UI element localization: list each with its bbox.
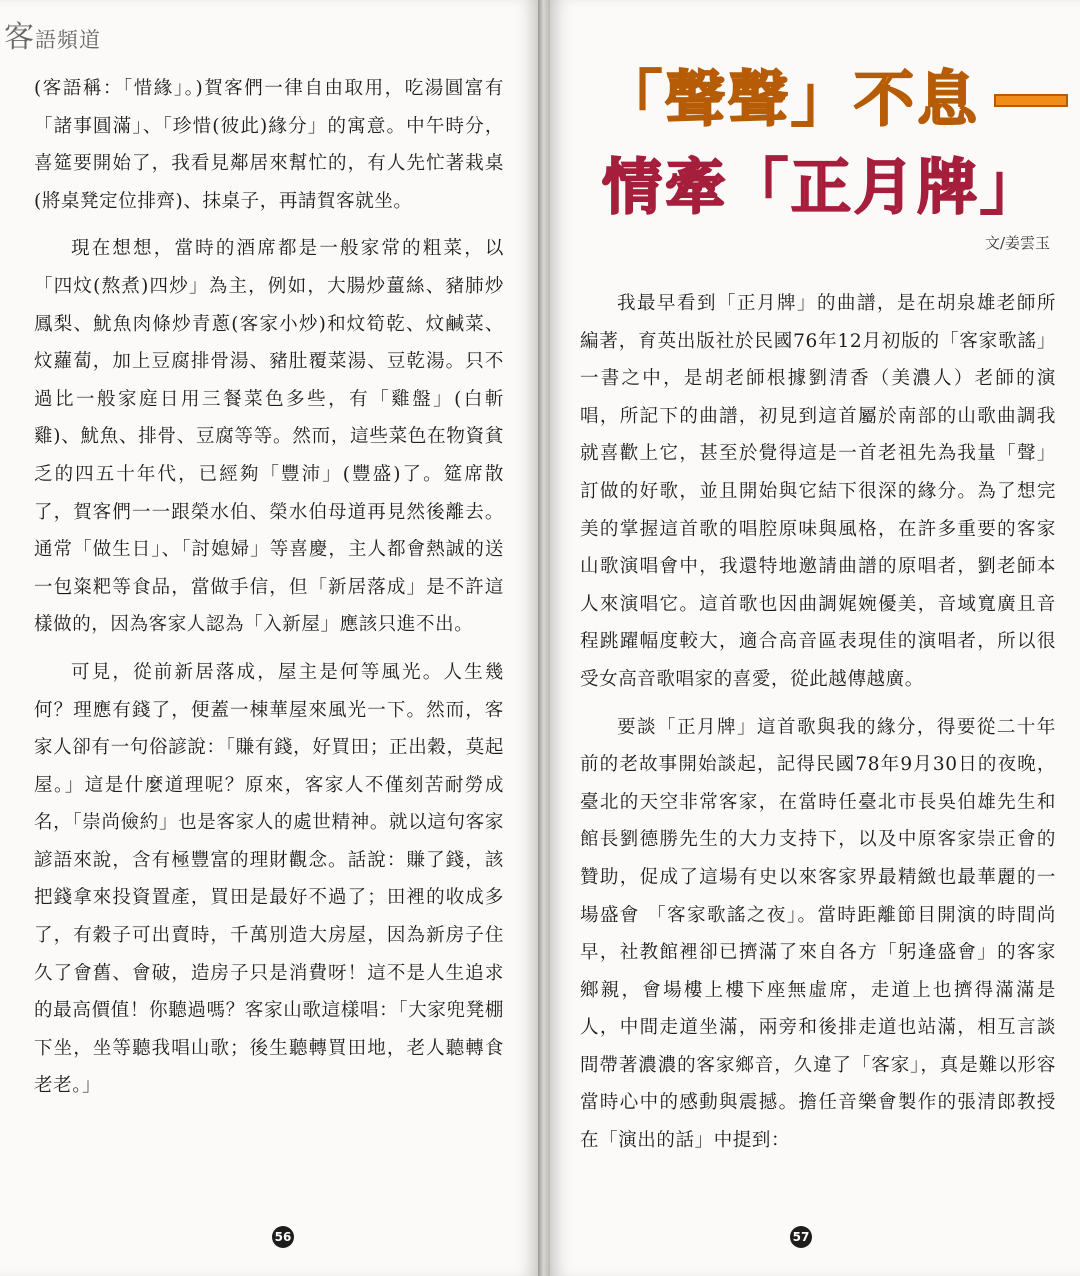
paragraph: (客語稱：「惜緣」。)賀客們一律自由取用，吃湯圓富有「諸事圓滿」、「珍惜(彼此)緣分」的寓意。中午時分，喜筵要開始了，我看見鄰居來幫忙的，有人先忙著栽桌(將桌凳定位排齊)、抹桌子，再請賀客就坐。 — [34, 78, 504, 212]
author-byline: 文/姜雲玉 — [984, 234, 1050, 252]
page-number-left: 56 — [272, 1226, 294, 1248]
header-first-char: 客 — [4, 20, 35, 55]
header-rest: 語頻道 — [35, 28, 101, 52]
title-line-1-text: 「聲聲」不息 — [602, 65, 980, 135]
section-header — [4, 12, 101, 56]
left-page — [0, 0, 538, 1276]
page-number-right: 57 — [790, 1226, 812, 1248]
title-dash — [994, 94, 1068, 107]
article-title-line-2: 情牽「正月牌」 — [602, 153, 1043, 223]
paragraph: 我最早看到「正月牌」的曲譜，是在胡泉雄老師所編著，育英出版社於民國76年12月初版的「客家歌謠」一書之中，是胡老師根據劉清香（美濃人）老師的演唱，所記下的曲譜，初見到這首屬於南部的山歌曲調我就喜歡上它，甚至於覺得這是一首老祖先為我量「聲」訂做的好歌，並且開始與它結下很深的緣分。為了想完美的掌握這首歌的唱腔原味與風格，在許多重要的客家山歌演唱會中，我還特地邀請曲譜的原唱者，劉老師本人來演唱它。這首歌也因曲調娓婉優美，音域寬廣且音程跳躍幅度較大，適合高音區表現佳的演唱者，所以很受女高音歌唱家的喜愛，從此越傳越廣。 — [580, 293, 1056, 690]
book-gutter — [538, 0, 550, 1276]
paragraph: 可見，從前新居落成，屋主是何等風光。人生幾何？理應有錢了，便蓋一棟華屋來風光一下。然而，客家人卻有一句俗諺說：「賺有錢，好買田；正出穀，莫起屋。」這是什麼道理呢？原來，客家人不僅刻苦耐勞成名，「崇尚儉約」也是客家人的處世精神。就以這句客家諺語來說，含有極豐富的理財觀念。話說：賺了錢，該把錢拿來投資置產，買田是最好不過了；田裡的收成多了，有穀子可出賣時，千萬別造大房屋，因為新房子住久了會舊、會破，造房子只是消費呀！這不是人生追求的最高價值！你聽過嗎？客家山歌這樣唱：「大家兜凳棚下坐，坐等聽我唱山歌；後生聽轉買田地，老人聽轉食老老。」 — [34, 661, 504, 1097]
left-column — [34, 70, 504, 1105]
paragraph: 現在想想，當時的酒席都是一般家常的粗菜，以「四炆(熬煮)四炒」為主，例如，大腸炒薑絲、豬肺炒鳳梨、魷魚肉條炒青蔥(客家小炒)和炆筍乾、炆鹹菜、炆蘿蔔，加上豆腐排骨湯、豬肚覆菜湯、豆乾湯。只不過比一般家庭日用三餐菜色多些，有「雞盤」(白斬雞)、魷魚、排骨、豆腐等等。然而，這些菜色在物資貧乏的四五十年代，已經夠「豐沛」(豐盛)了。筵席散了，賀客們一一跟榮水伯、榮水伯母道再見然後離去。通常「做生日」、「討媳婦」等喜慶，主人都會熱誠的送一包粢粑等食品，當做手信，但「新居落成」是不許這樣做的，因為客家人認為「入新屋」應該只進不出。 — [34, 238, 504, 636]
right-column — [580, 285, 1056, 1160]
paragraph: 要談「正月牌」這首歌與我的緣分，得要從二十年前的老故事開始談起，記得民國78年9月30日的夜晚，臺北的天空非常客家，在當時任臺北市長吳伯雄先生和館長劉德勝先生的大力支持下，以及中原客家崇正會的贊助，促成了這場有史以來客家界最精緻也最華麗的一場盛會 「客家歌謠之夜」。當時距離節目開演的時間尚早，社教館裡卻已擠滿了來自各方「躬逢盛會」的客家鄉親，會場樓上樓下座無虛席，走道上也擠得滿滿是人，中間走道坐滿，兩旁和後排走道也站滿，相互言談間帶著濃濃的客家鄉音，久違了「客家」，真是難以形容當時心中的感動與震撼。擔任音樂會製作的張清郎教授在「演出的話」中提到： — [580, 716, 1056, 1152]
article-title-line-1 — [602, 52, 1068, 138]
right-page — [550, 0, 1080, 1276]
